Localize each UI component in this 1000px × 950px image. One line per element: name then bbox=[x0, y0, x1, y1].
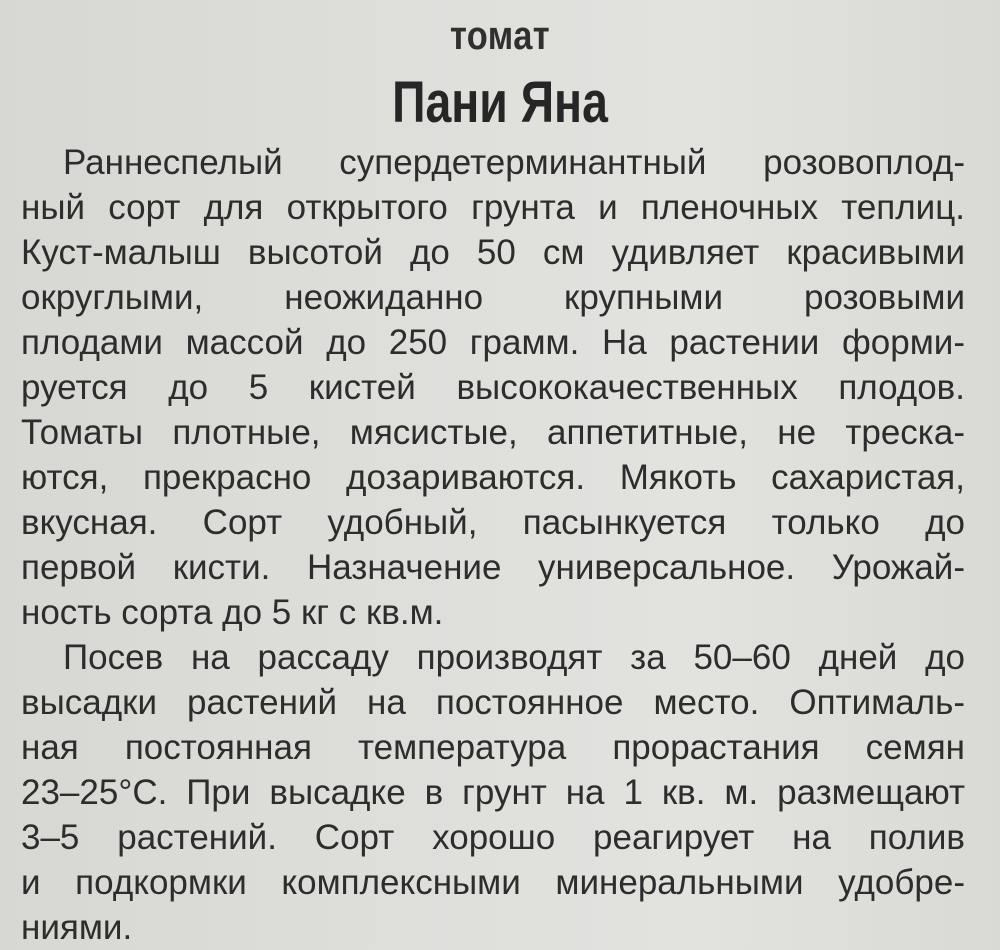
text-line: руется до 5 кистей высококачественных плодов. bbox=[21, 368, 965, 407]
text-line: и подкормки комплексными минеральными удобре- bbox=[21, 863, 965, 902]
paragraph-sowing bbox=[21, 635, 965, 950]
text-line: первой кисти. Назначение универсальное. Урожай- bbox=[21, 548, 965, 587]
paragraph-description bbox=[21, 140, 965, 635]
text-line: вкусная. Сорт удобный, пасынкуется только до bbox=[21, 503, 965, 542]
text-line: ниями. bbox=[21, 908, 133, 947]
text-line: ются, прекрасно дозариваются. Мякоть сахаристая, bbox=[21, 458, 965, 497]
text-line: Куст-малыш высотой до 50 см удивляет красивыми bbox=[21, 233, 965, 272]
text-line: 23–25°С. При высадке в грунт на 1 кв. м. размещают bbox=[21, 773, 965, 812]
text-line: Посев на рассаду производят за 50–60 дней до bbox=[63, 638, 965, 677]
text-line: ность сорта до 5 кг с кв.м. bbox=[21, 593, 444, 632]
text-line: 3–5 растений. Сорт хорошо реагирует на полив bbox=[21, 818, 965, 857]
text-line: Раннеспелый супердетерминантный розовоплод- bbox=[63, 143, 965, 182]
text-line: Томаты плотные, мясистые, аппетитные, не трeска- bbox=[21, 413, 965, 452]
text-line: ный сорт для открытого грунта и пленочных теплиц. bbox=[21, 188, 965, 227]
text-line: округлыми, неожиданно крупными розовыми bbox=[21, 278, 965, 317]
description bbox=[21, 140, 965, 950]
text-line: высадки растений на постоянное место. Оптималь- bbox=[21, 683, 965, 722]
text-line: плодами массой до 250 грамм. На растении форми- bbox=[21, 323, 965, 362]
text-line: ная постоянная температура прорастания семян bbox=[21, 728, 965, 767]
product-type: томат bbox=[449, 14, 551, 58]
variety-name: Пани Яна bbox=[392, 70, 608, 135]
